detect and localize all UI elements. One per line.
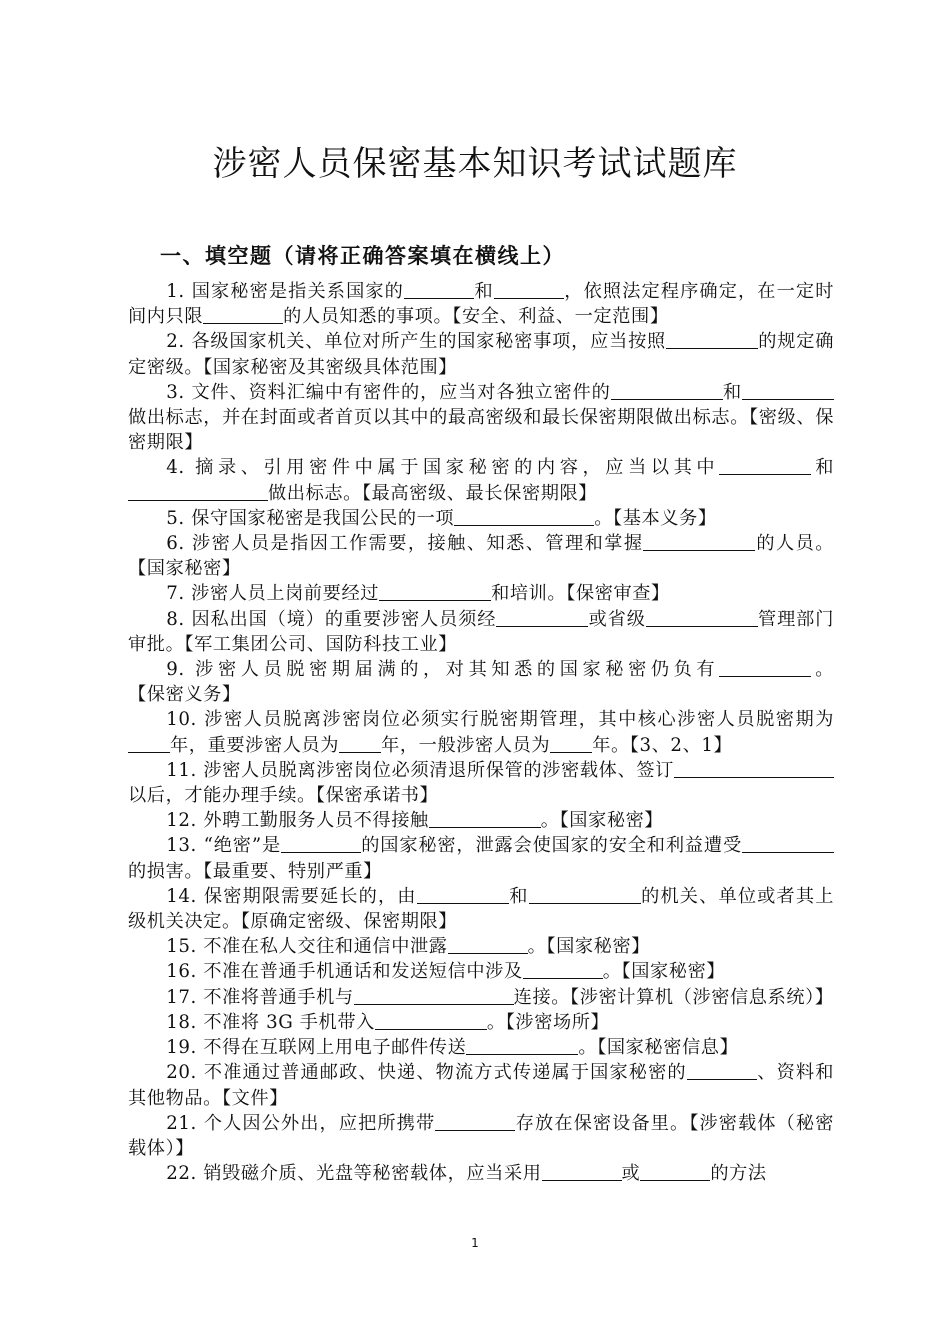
question-13 <box>128 833 834 883</box>
answer-blank <box>674 759 834 778</box>
question-text: 保守国家秘密是我国公民的一项 <box>191 507 455 529</box>
answer-key: 【最高密级、最长保密期限】 <box>361 482 598 504</box>
question-text: 做出标志，并在封面或者首页以其中的最高密级和最长保密期限做出标志。 <box>128 407 750 429</box>
question-number: 7. <box>166 583 185 605</box>
answer-blank <box>542 1162 622 1181</box>
answer-key: 【国家秘密】 <box>559 810 664 832</box>
answer-blank <box>281 834 361 853</box>
answer-key: 【涉密场所】 <box>505 1011 610 1033</box>
question-text: 或 <box>621 1163 641 1185</box>
question-20 <box>128 1060 834 1110</box>
answer-key: 【军工集团公司、国防科技工业】 <box>184 633 458 655</box>
answer-key: 【保密承诺书】 <box>315 785 439 807</box>
question-text: 。 <box>602 961 622 983</box>
answer-blank <box>429 809 541 828</box>
answer-key: 【最重要、特别严重】 <box>203 860 382 882</box>
question-number: 10. <box>166 709 197 731</box>
answer-blank <box>640 1162 710 1181</box>
question-text: 的人员。 <box>755 533 834 555</box>
question-list <box>128 279 834 1186</box>
question-number: 13. <box>166 835 197 857</box>
question-number: 6. <box>166 533 185 555</box>
question-15 <box>128 934 834 959</box>
question-text: “绝密”是 <box>203 835 281 857</box>
question-12 <box>128 808 834 833</box>
answer-blank <box>646 608 758 627</box>
question-text: 因私出国（境）的重要涉密人员须经 <box>191 608 497 630</box>
question-8 <box>128 607 834 657</box>
question-text: 不准通过普通邮政、快递、物流方式传递属于国家秘密的 <box>203 1062 687 1084</box>
question-number: 1. <box>166 281 185 302</box>
section-heading: 一、填空题（请将正确答案填在横线上） <box>160 244 565 268</box>
answer-blank <box>523 960 603 979</box>
question-22 <box>128 1161 834 1186</box>
answer-key: 【国家秘密】 <box>621 961 726 983</box>
question-number: 9. <box>166 659 185 681</box>
question-number: 20. <box>166 1062 197 1084</box>
question-10 <box>128 707 834 757</box>
question-text: 不准在普通手机通话和发送短信中涉及 <box>203 961 523 983</box>
question-text: 。 <box>540 810 560 832</box>
answer-blank <box>742 834 834 853</box>
answer-key: 【原确定密级、保密期限】 <box>240 911 458 933</box>
answer-key: 【密级、保密期限】 <box>128 407 834 454</box>
answer-blank <box>375 1011 487 1030</box>
answer-blank <box>494 280 564 299</box>
question-number: 16. <box>166 961 197 983</box>
question-text: 涉密人员上岗前要经过 <box>191 583 380 605</box>
question-6 <box>128 531 834 581</box>
question-7 <box>128 581 834 606</box>
question-text: 和培训。 <box>491 583 567 605</box>
question-text: 摘录、引用密件中属于国家秘密的内容，应当以其中 <box>195 457 720 479</box>
answer-key: 【国家秘密】 <box>128 558 241 580</box>
answer-blank <box>379 582 491 601</box>
question-number: 11. <box>166 759 197 781</box>
question-text: 做出标志。 <box>268 482 362 504</box>
question-number: 21. <box>166 1112 197 1134</box>
question-17 <box>128 985 834 1010</box>
question-number: 18. <box>166 1011 197 1033</box>
question-text: 和 <box>473 281 494 302</box>
answer-blank <box>128 734 170 753</box>
answer-blank <box>529 885 641 904</box>
question-number: 4. <box>166 457 185 479</box>
answer-blank <box>466 1036 578 1055</box>
question-3 <box>128 380 834 456</box>
question-9 <box>128 657 834 707</box>
answer-key: 【国家秘密】 <box>546 936 651 958</box>
question-5 <box>128 506 834 531</box>
answer-blank <box>354 986 514 1005</box>
question-18 <box>128 1010 834 1035</box>
question-text: 文件、资料汇编中有密件的，应当对各独立密件的 <box>191 381 611 403</box>
answer-blank <box>687 1061 757 1080</box>
question-number: 12. <box>166 810 197 832</box>
question-text: 不准将 3G 手机带入 <box>203 1011 375 1033</box>
answer-blank <box>454 507 594 526</box>
question-text: 不准在私人交往和通信中泄露 <box>203 936 448 958</box>
question-14 <box>128 884 834 934</box>
question-text: 年，重要涉密人员为 <box>170 734 340 756</box>
question-11 <box>128 758 834 808</box>
answer-blank <box>448 935 528 954</box>
question-text: 涉密人员是指因工作需要，接触、知悉、管理和掌握 <box>192 533 644 555</box>
question-1 <box>128 279 834 329</box>
answer-key: 【保密审查】 <box>566 583 670 605</box>
question-text: 各级国家机关、单位对所产生的国家秘密事项，应当按照 <box>191 331 667 353</box>
question-text: 。 <box>811 659 834 681</box>
answer-key: 【涉密载体（秘密载体）】 <box>128 1112 835 1159</box>
question-text: ，依照法定程序确定，在一定时间内只限 <box>128 281 834 328</box>
question-text: 不得在互联网上用电子邮件传送 <box>203 1037 467 1059</box>
question-text: 的人员知悉的事项。 <box>283 306 453 328</box>
question-text: 或省级 <box>588 608 646 630</box>
question-text: 的损害。 <box>128 860 204 882</box>
answer-key: 【文件】 <box>221 1087 289 1109</box>
question-text: 、资料和其他物品。 <box>128 1062 834 1109</box>
answer-blank <box>643 532 755 551</box>
question-text: 。 <box>486 1011 506 1033</box>
question-text: 连接。 <box>513 986 571 1008</box>
answer-key: 【基本义务】 <box>613 507 717 529</box>
answer-blank <box>417 885 509 904</box>
answer-key: 【保密义务】 <box>128 684 241 706</box>
question-number: 22. <box>166 1163 197 1185</box>
question-text: 。 <box>578 1037 598 1059</box>
question-text: 的机关、单位或者其上级机关决定。 <box>128 885 834 933</box>
question-text: 不准将普通手机与 <box>203 986 354 1008</box>
page-number: 1 <box>471 1236 479 1250</box>
question-number: 2. <box>166 331 185 353</box>
answer-key: 【国家秘密及其密级具体范围】 <box>203 356 458 378</box>
question-text: 保密期限需要延长的，由 <box>203 885 417 907</box>
question-text: 管理部门审批。 <box>128 608 834 655</box>
answer-key: 【3、2、1】 <box>629 734 733 756</box>
question-text: 涉密人员脱离涉密岗位必须清退所保管的涉密载体、签订 <box>203 759 674 781</box>
question-text: 和 <box>722 381 742 403</box>
answer-blank <box>550 734 592 753</box>
question-text: 的规定确定密级。 <box>128 331 834 378</box>
question-text: 涉密人员脱密期届满的，对其知悉的国家秘密仍负有 <box>195 659 720 681</box>
answer-key: 【安全、利益、一定范围】 <box>452 306 669 328</box>
answer-blank <box>719 456 811 475</box>
question-text: 个人因公外出，应把所携带 <box>203 1112 436 1134</box>
answer-blank <box>742 381 834 400</box>
question-number: 5. <box>166 507 185 529</box>
question-text: 涉密人员脱离涉密岗位必须实行脱密期管理，其中核心涉密人员脱密期为 <box>204 709 834 731</box>
question-text: 。 <box>594 507 613 529</box>
answer-blank <box>203 305 283 324</box>
question-number: 15. <box>166 936 197 958</box>
answer-key: 【涉密计算机（涉密信息系统）】 <box>570 986 834 1008</box>
question-text: 的方法 <box>710 1163 767 1185</box>
question-number: 8. <box>166 608 185 630</box>
answer-blank <box>719 658 811 677</box>
question-text: 。 <box>527 936 547 958</box>
question-number: 17. <box>166 986 197 1008</box>
question-text: 的国家秘密，泄露会使国家的安全和利益遭受 <box>361 835 742 857</box>
question-text: 以后，才能办理手续。 <box>128 785 316 807</box>
question-text: 和 <box>811 457 834 479</box>
question-19 <box>128 1035 834 1060</box>
answer-blank <box>435 1112 515 1131</box>
question-number: 14. <box>166 885 197 907</box>
answer-blank <box>339 734 381 753</box>
question-text: 年，一般涉密人员为 <box>381 734 551 756</box>
question-number: 3. <box>166 381 185 403</box>
question-16 <box>128 959 834 984</box>
document-title: 涉密人员保密基本知识考试试题库 <box>212 144 738 184</box>
answer-key: 【国家秘密信息】 <box>597 1037 739 1059</box>
question-4 <box>128 455 834 505</box>
question-2 <box>128 329 834 379</box>
question-text: 存放在保密设备里。 <box>515 1112 690 1134</box>
answer-blank <box>404 280 474 299</box>
question-text: 和 <box>508 885 529 907</box>
answer-blank <box>128 482 268 501</box>
question-text: 年。 <box>592 734 630 756</box>
question-text: 外聘工勤服务人员不得接触 <box>203 810 429 832</box>
question-text: 国家秘密是指关系国家的 <box>191 281 404 302</box>
answer-blank <box>496 608 588 627</box>
question-21 <box>128 1111 834 1161</box>
question-number: 19. <box>166 1037 197 1059</box>
answer-blank <box>666 330 758 349</box>
question-text: 销毁磁介质、光盘等秘密载体，应当采用 <box>203 1163 542 1185</box>
answer-blank <box>611 381 723 400</box>
